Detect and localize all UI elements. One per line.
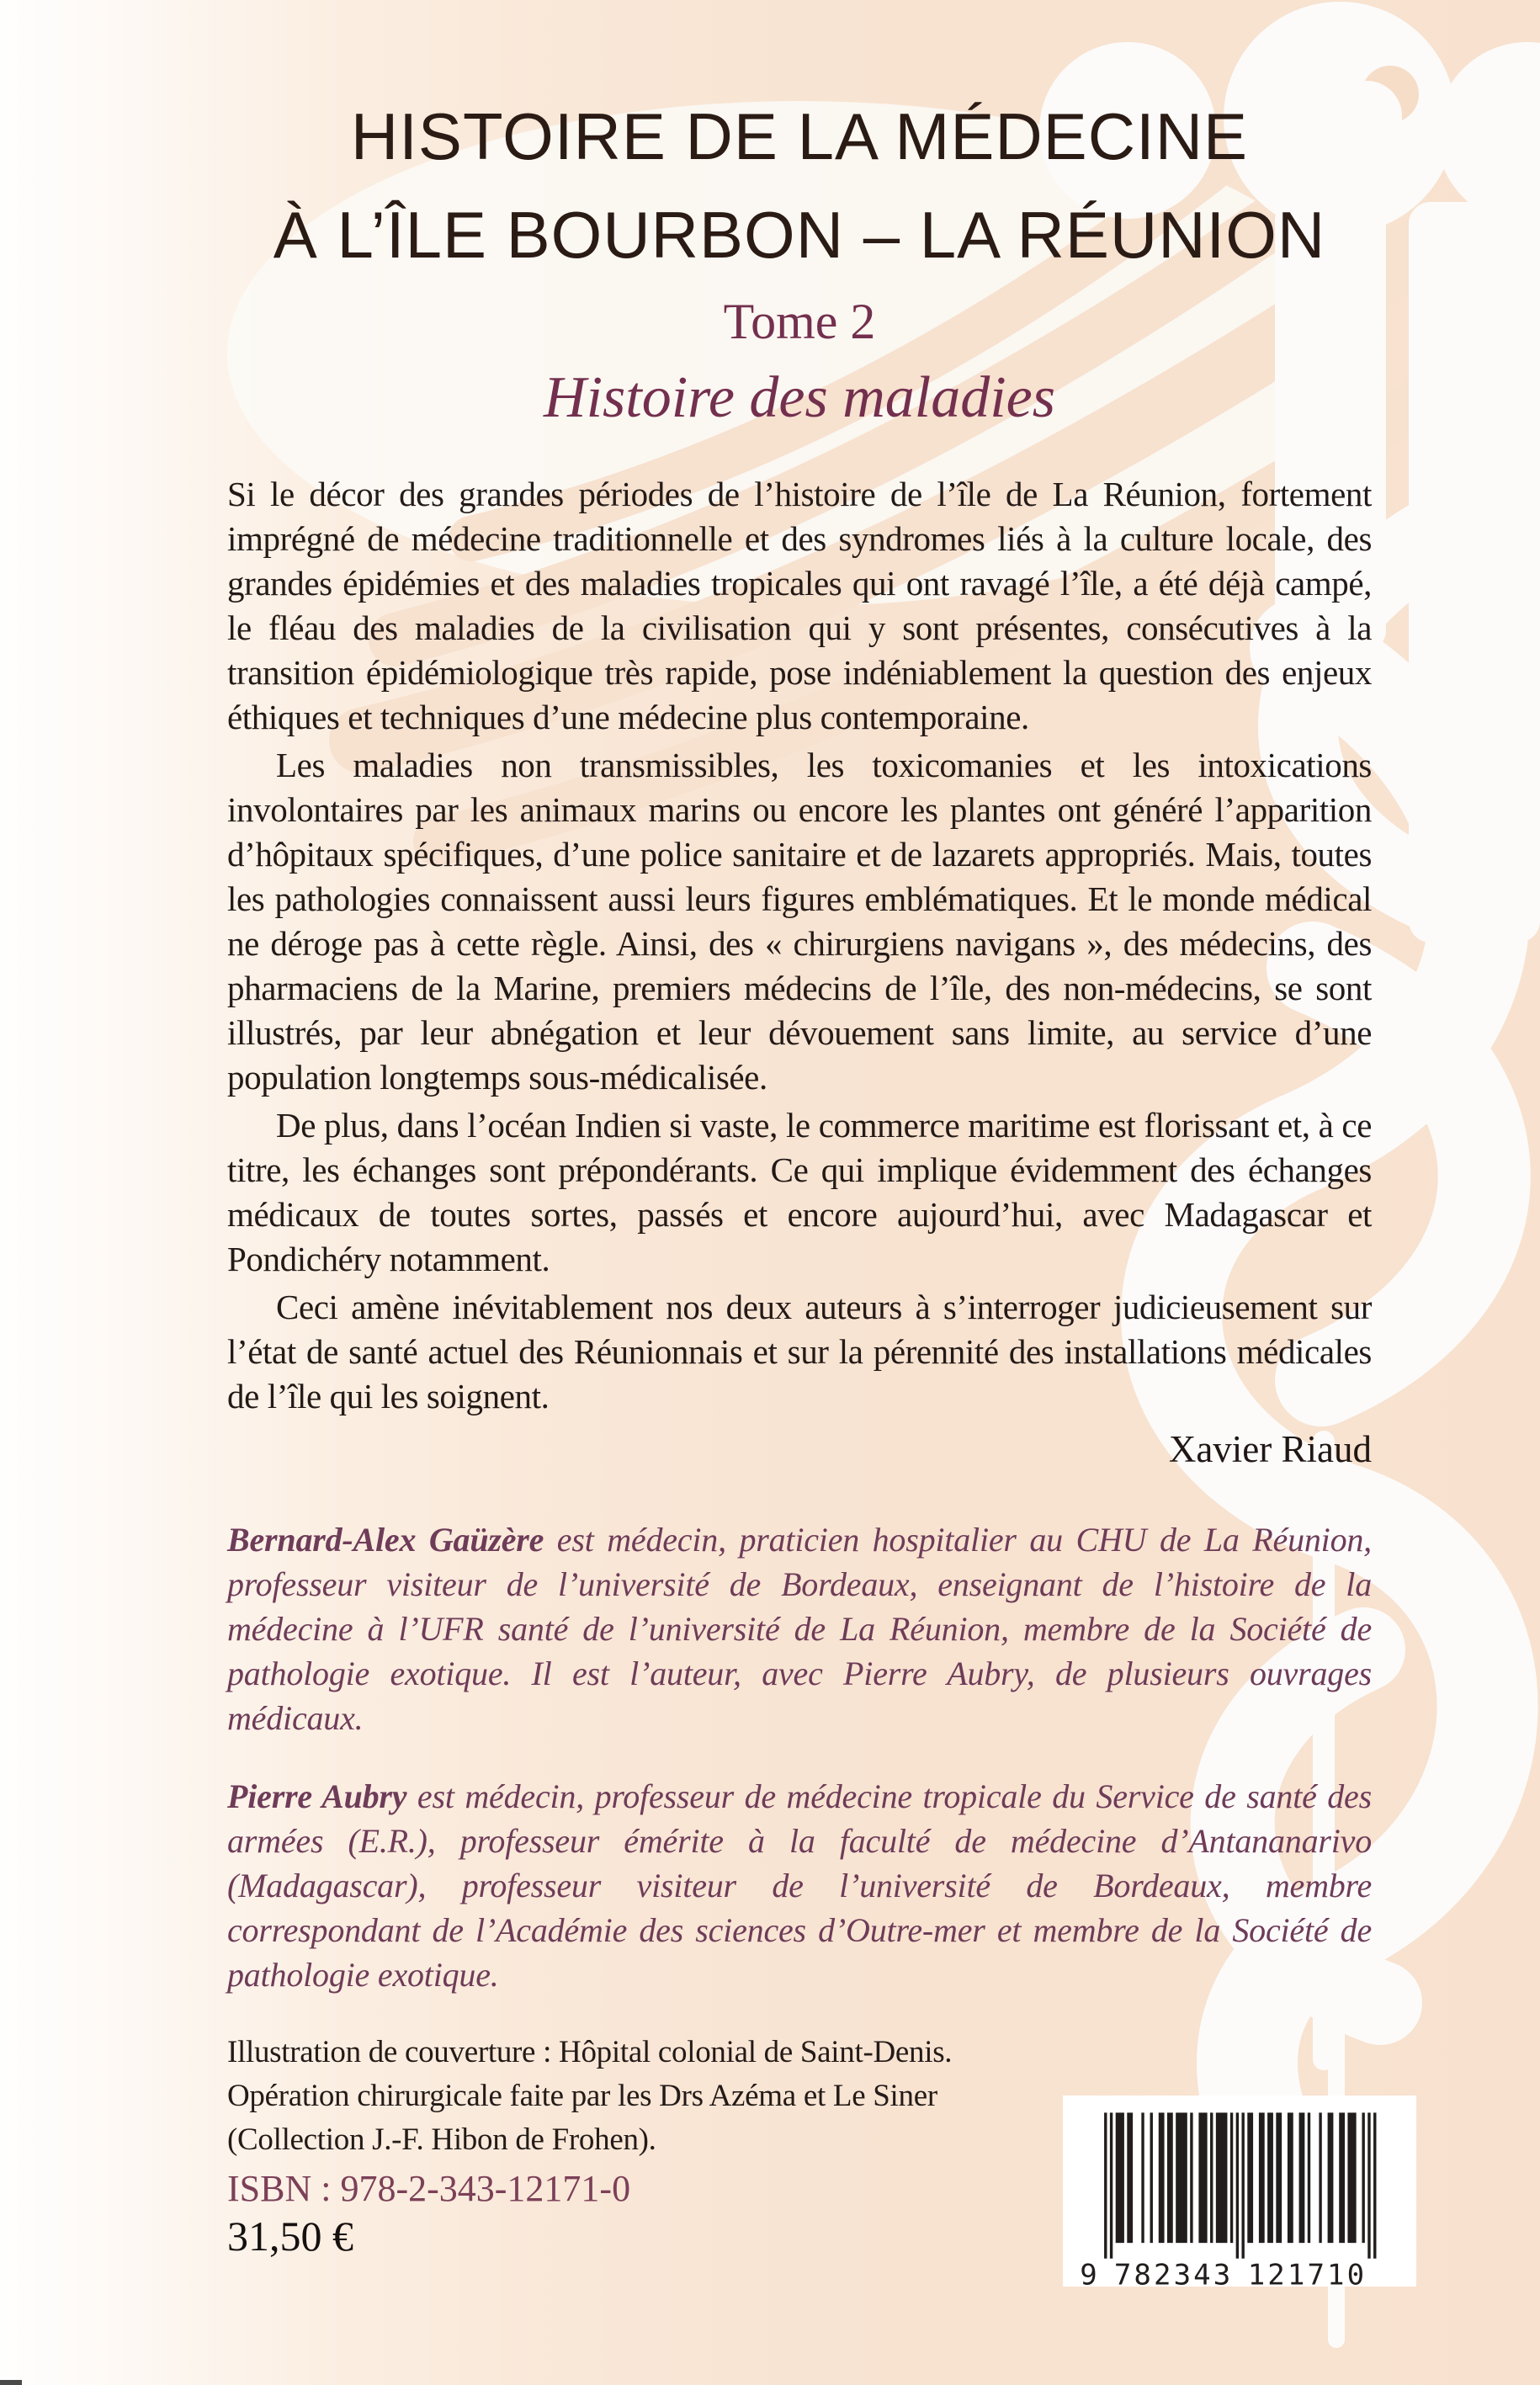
barcode-digits-right: 121710 (1247, 2258, 1367, 2290)
book-subtitle: Histoire des maladies (544, 365, 1055, 430)
price-label: 31,50 € (227, 2212, 353, 2260)
synopsis-paragraph: Si le décor des grandes périodes de l’histoire de l’île de La Réunion, fortement imprégné de médecine traditionnelle et des syndromes liés à la culture locale, des grandes épidémies et des maladies tropicales qui ont ravagé l’île, a été déjà campé, le fléau des maladies de la civilisation qui y sont présentes, consécutives à la transition épidémiologique très rapide, pose indéniablement la question des enjeux éthiques et techniques d’une médecine plus contemporaine. (227, 475, 1372, 736)
synopsis-paragraph: Les maladies non transmissibles, les toxicomanies et les intoxications involontaires par les animaux marins ou encore les plantes ont généré l’apparition d’hôpitaux spécifiques, d’une police sanitaire et de lazarets appropriés. Mais, toutes les pathologies connaissent aussi leurs figures emblématiques. Et le monde médical ne déroge pas à cette règle. Ainsi, des « chirurgiens navigans », des médecins, des pharmaciens de la Marine, premiers médecins de l’île, des non-médecins, se sont illustrés, par leur abnégation et leur dévouement sans limite, au service d’une population longtemps sous-médicalisée. (227, 746, 1372, 1097)
author-bio (227, 1517, 1372, 1740)
author-name: Pierre Aubry (227, 1777, 407, 1815)
isbn-number: ISBN : 978-2-343-12171-0 (227, 2168, 631, 2209)
ean13-barcode (1075, 2106, 1405, 2290)
author-bio-text: est médecin, professeur de médecine tropicale du Service de santé des armées (E.R.), professeur émérite à la faculté de médecine d’Antananarivo (Madagascar), professeur visiteur de l’université de Bordeaux, membre correspondant de l’Académie des sciences d’Outre-mer et membre de la Société de pathologie exotique. (227, 1777, 1372, 1994)
synopsis-paragraph: Ceci amène inévitablement nos deux auteurs à s’interroger judicieusement sur l’état de santé actuel des Réunionnais et sur la pérennité des installations médicales de l’île qui les soignent. (227, 1288, 1372, 1416)
volume-label: Tome 2 (723, 294, 876, 349)
print-corner-mark (0, 2380, 22, 2385)
author-name: Bernard-Alex Gaüzère (227, 1521, 544, 1559)
reviewer-signature: Xavier Riaud (1168, 1428, 1372, 1470)
cover-illustration-note: Illustration de couverture : Hôpital colonial de Saint-Denis. Opération chirurgicale faite par les Drs Azéma et Le Siner (Collection J.-F. Hibon de Frohen). (227, 2035, 953, 2157)
synopsis-paragraph: De plus, dans l’océan Indien si vaste, le commerce maritime est florissant et, à ce titre, les échanges sont prépondérants. Ce qui implique évidemment des échanges médicaux de toutes sortes, passés et encore aujourd’hui, avec Madagascar et Pondichéry notamment. (227, 1106, 1372, 1278)
book-title (227, 88, 1372, 284)
book-title-line2: À L’ÎLE BOURBON – LA RÉUNION (273, 198, 1326, 272)
synopsis (227, 472, 1372, 1419)
author-bio-text: est médecin, praticien hospitalier au CHU de La Réunion, professeur visiteur de l’université de Bordeaux, enseignant de l’histoire de la médecine à l’UFR santé de l’université de La Réunion, membre de la Société de pathologie exotique. Il est l’auteur, avec Pierre Aubry, de plusieurs ouvrages médicaux. (227, 1521, 1372, 1737)
author-bio (227, 1774, 1372, 1997)
barcode-digits-left: 782343 (1113, 2258, 1234, 2290)
book-title-line1: HISTOIRE DE LA MÉDECINE (350, 99, 1249, 173)
back-cover-content (227, 0, 1372, 2260)
barcode-digit-first: 9 (1080, 2258, 1100, 2290)
barcode-panel (1063, 2096, 1416, 2290)
